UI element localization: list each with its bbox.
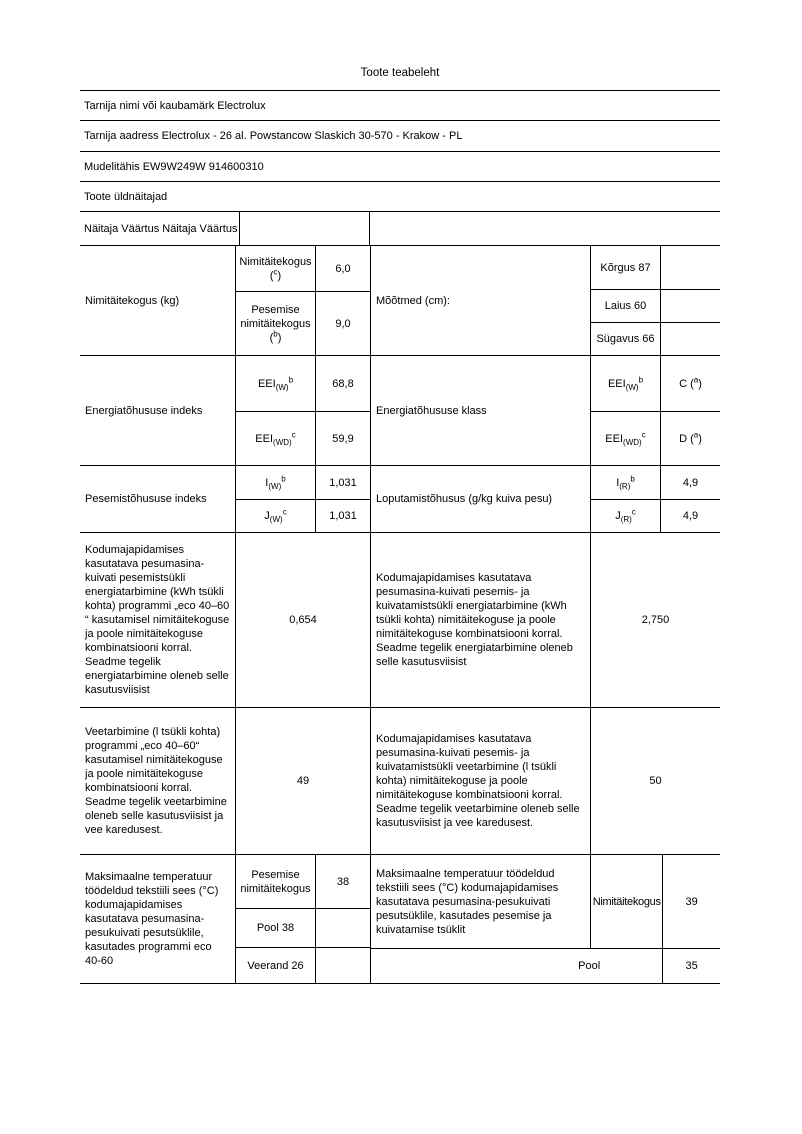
max-temp-name-cell bbox=[236, 947, 315, 983]
eei-w-value: 68,8 bbox=[332, 377, 354, 390]
energy-index-label-cell bbox=[80, 356, 235, 465]
columns-header-spacer bbox=[370, 212, 720, 245]
capacity-names-column bbox=[235, 246, 315, 355]
capacity-value: 6,0 bbox=[335, 262, 351, 275]
max-temp-name-cell bbox=[236, 855, 315, 908]
energy-consumption-row bbox=[80, 532, 720, 707]
max-temp-right-label-cell bbox=[371, 855, 590, 948]
empty-cell bbox=[661, 246, 720, 289]
capacity-name: Pesemise nimitäitekogus ($^b$) bbox=[240, 303, 311, 344]
ir-value: 4,9 bbox=[682, 476, 699, 489]
energy-class-wd: D ($^a$) bbox=[679, 429, 702, 445]
dimension-cell bbox=[591, 322, 660, 355]
dimension-width: Laius 60 bbox=[604, 300, 647, 312]
water-consumption-right-label-cell bbox=[370, 708, 590, 854]
energy-class-label: Energiatõhususe klass bbox=[376, 404, 487, 417]
capacity-label: Nimitäitekogus (kg) bbox=[85, 294, 180, 307]
max-temp-value-cell bbox=[316, 855, 370, 908]
rinse-values-column bbox=[660, 466, 720, 532]
rinse-label: Loputamistõhusus (g/kg kuiva pesu) bbox=[376, 493, 553, 505]
energy-index-value-cell bbox=[316, 411, 370, 465]
capacity-values-column bbox=[315, 246, 370, 355]
product-fiche-sheet bbox=[80, 64, 720, 984]
address-row bbox=[80, 120, 720, 151]
water-consumption-left-label-cell bbox=[80, 708, 235, 854]
energy-index-row bbox=[80, 355, 720, 465]
dimension-height: Kõrgus 87 bbox=[600, 261, 651, 274]
model-text: Mudelitähis EW9W249W 914600310 bbox=[84, 160, 264, 173]
columns-header-row bbox=[80, 211, 720, 245]
energy-class-value-cell bbox=[661, 411, 720, 465]
max-temp-right-bottom bbox=[371, 948, 720, 983]
washing-index-name-cell bbox=[236, 466, 315, 499]
washing-index-values-column bbox=[315, 466, 370, 532]
rinse-label-cell bbox=[370, 466, 590, 532]
water-consumption-right-value-cell bbox=[590, 708, 720, 854]
max-temp-right-rated-value: 39 bbox=[685, 895, 698, 908]
energy-consumption-left-label: Kodumajapidamises kasutatava pesumasina-kuivati pesemistsükli energiatarbimine (kWh tsükli kohta) programmi „eco 40–60 “ kasutamisel nimitäitekoguse ja poole nimitäitekoguse kombinatsiooni korral. Seadme tegelik energiatarbimine oleneb selle kasutusviisist bbox=[85, 544, 230, 696]
jw-value: 1,031 bbox=[329, 510, 357, 522]
energy-class-name-cell bbox=[591, 411, 660, 465]
max-temp-right-rated-label: Nimitäitekogus bbox=[592, 895, 661, 908]
dimensions-label-cell bbox=[370, 246, 590, 355]
capacity-label-cell bbox=[80, 246, 235, 355]
max-temp-rated-value: 38 bbox=[336, 875, 350, 888]
max-temp-right-name-cell bbox=[590, 855, 662, 948]
water-consumption-left-value-cell bbox=[235, 708, 370, 854]
energy-index-name-cell bbox=[236, 411, 315, 465]
energy-class-value-cell bbox=[661, 356, 720, 411]
dimension-cell bbox=[591, 289, 660, 322]
max-temp-name-cell bbox=[236, 908, 315, 947]
section-title: Toote üldnäitajad bbox=[84, 190, 168, 203]
section-row bbox=[80, 181, 720, 211]
washing-index-name-cell bbox=[236, 499, 315, 532]
energy-index-names-column bbox=[235, 356, 315, 465]
energy-consumption-right-label-cell bbox=[370, 533, 590, 707]
energy-index-label: Energiatõhususe indeks bbox=[85, 404, 203, 417]
water-consumption-left-value: 49 bbox=[296, 775, 310, 787]
energy-consumption-right-label: Kodumajapidamises kasutatava pesumasina-kuivati pesemis- ja kuivatamistsükli energiatarbimine (kWh tsükli kohta) nimitäitekoguse ja poole nimitäitekoguse kombinatsiooni korral. Seadme tegelik energiatarbimine oleneb selle kasutusviisist bbox=[376, 572, 573, 668]
eei-w-label: $EEI_{(W)}^b$ bbox=[257, 374, 294, 392]
washing-index-value-cell bbox=[316, 499, 370, 532]
dimensions-empty-column bbox=[660, 246, 720, 355]
energy-consumption-left-value: 0,654 bbox=[289, 614, 317, 626]
capacity-value-cell bbox=[316, 291, 370, 355]
eei-wd-class-label: $EEI_{(WD)}^c$ bbox=[605, 429, 646, 447]
energy-index-values-column bbox=[315, 356, 370, 465]
max-temp-quarter-label: Veerand 26 bbox=[247, 959, 304, 972]
supplier-text: Tarnija nimi või kaubamärk Electrolux bbox=[84, 99, 266, 112]
columns-header-cell bbox=[80, 212, 240, 245]
water-consumption-right-value: 50 bbox=[649, 775, 662, 787]
washing-index-names-column bbox=[235, 466, 315, 532]
energy-class-values-column bbox=[660, 356, 720, 465]
rinse-name-cell bbox=[591, 499, 660, 532]
max-temp-right-half-value: 35 bbox=[685, 960, 698, 972]
max-temperature-row bbox=[80, 854, 720, 984]
washing-index-row bbox=[80, 465, 720, 532]
energy-class-w: C ($^a$) bbox=[679, 374, 702, 390]
max-temp-half-label: Pool 38 bbox=[256, 922, 295, 934]
energy-consumption-left-label-cell bbox=[80, 533, 235, 707]
eei-w-class-label: $EEI_{(W)}^b$ bbox=[607, 374, 644, 392]
energy-index-name-cell bbox=[236, 356, 315, 411]
dimensions-label: Mõõtmed (cm): bbox=[376, 294, 450, 307]
iw-label: $I_{(W)}^b$ bbox=[265, 473, 286, 491]
empty-cell bbox=[316, 908, 370, 947]
capacity-name-cell bbox=[236, 246, 315, 291]
max-temp-right-label: Maksimaalne temperatuur töödeldud tekstiili sees (°C) kodumajapidamises kasutatava pesumasina-pesukuivati pesutsüklile, kasutades pesemise ja kuivatamise tsüklit bbox=[376, 867, 559, 936]
max-temp-right-block bbox=[370, 855, 720, 983]
energy-class-name-cell bbox=[591, 356, 660, 411]
capacity-row bbox=[80, 245, 720, 355]
max-temp-right-top bbox=[371, 855, 720, 948]
energy-class-label-cell bbox=[370, 356, 590, 465]
page-title: Toote teabeleht bbox=[360, 67, 440, 79]
max-temp-values-column bbox=[315, 855, 370, 983]
energy-consumption-right-value-cell bbox=[590, 533, 720, 707]
jw-label: $J_{(W)}^c$ bbox=[264, 507, 287, 525]
energy-consumption-right-value: 2,750 bbox=[641, 614, 670, 626]
max-temp-left-label-cell bbox=[80, 855, 235, 983]
max-temp-right-half-label-cell bbox=[371, 949, 662, 983]
jr-value: 4,9 bbox=[682, 510, 699, 522]
capacity-value-cell bbox=[316, 246, 370, 291]
columns-header-spacer bbox=[240, 212, 370, 245]
capacity-name-cell bbox=[236, 291, 315, 355]
empty-cell bbox=[316, 947, 370, 983]
energy-class-names-column bbox=[590, 356, 660, 465]
iw-value: 1,031 bbox=[329, 476, 357, 489]
dimensions-column bbox=[590, 246, 660, 355]
max-temp-right-half-label: Pool bbox=[578, 960, 601, 972]
rinse-names-column bbox=[590, 466, 660, 532]
max-temp-rated-label: Pesemise nimitäitekogus bbox=[240, 868, 311, 895]
model-row bbox=[80, 151, 720, 181]
max-temp-names-column bbox=[235, 855, 315, 983]
supplier-row bbox=[80, 90, 720, 120]
water-consumption-row bbox=[80, 707, 720, 854]
rinse-value-cell bbox=[661, 499, 720, 532]
eei-wd-value: 59,9 bbox=[332, 432, 354, 445]
empty-cell bbox=[661, 289, 720, 322]
max-temp-right-half-value-cell bbox=[662, 949, 720, 983]
dimension-depth: Sügavus 66 bbox=[596, 333, 655, 345]
water-consumption-right-label: Kodumajapidamises kasutatava pesumasina-kuivati pesemis- ja kuivatamistsükli veetarbimine (l tsükli kohta) nimitäitekoguse ja poole nimitäitekoguse kombinatsiooni korral. Seadme tegelik veetarbimine oleneb selle kasutusviisist ja vee karedusest. bbox=[376, 733, 580, 829]
washing-index-label: Pesemistõhususe indeks bbox=[85, 493, 207, 505]
water-consumption-left-label: Veetarbimine (l tsükli kohta) programmi „eco 40–60“ kasutamisel nimitäitekoguse ja poole nimitäitekoguse kombinatsiooni korral. Seadme tegelik veetarbimine oleneb selle kasutusviisist ja vee karedusest. bbox=[85, 726, 227, 836]
energy-consumption-left-value-cell bbox=[235, 533, 370, 707]
address-text: Tarnija aadress Electrolux - 26 al. Powstancow Slaskich 30-570 - Krakow - PL bbox=[84, 130, 463, 142]
max-temp-left-label: Maksimaalne temperatuur töödeldud tekstiili sees (°C) kodumajapidamises kasutatava pesumasina-pesukuivati pesutsüklile, kasutades programmi eco 40-60 bbox=[85, 871, 219, 967]
jr-label: $J_{(R)}^c$ bbox=[615, 507, 636, 525]
empty-cell bbox=[661, 322, 720, 355]
rinse-name-cell bbox=[591, 466, 660, 499]
dimension-cell bbox=[591, 246, 660, 289]
washing-index-label-cell bbox=[80, 466, 235, 532]
max-temp-right-value-cell bbox=[662, 855, 720, 948]
rinse-value-cell bbox=[661, 466, 720, 499]
columns-header-text: Näitaja Väärtus Näitaja Väärtus bbox=[84, 222, 238, 235]
energy-index-value-cell bbox=[316, 356, 370, 411]
ir-label: $I_{(R)}^b$ bbox=[616, 473, 635, 491]
washing-index-value-cell bbox=[316, 466, 370, 499]
capacity-name: Nimitäitekogus ($^c$) bbox=[239, 255, 312, 282]
capacity-value: 9,0 bbox=[335, 317, 351, 330]
eei-wd-label: $EEI_{(WD)}^c$ bbox=[255, 429, 296, 447]
